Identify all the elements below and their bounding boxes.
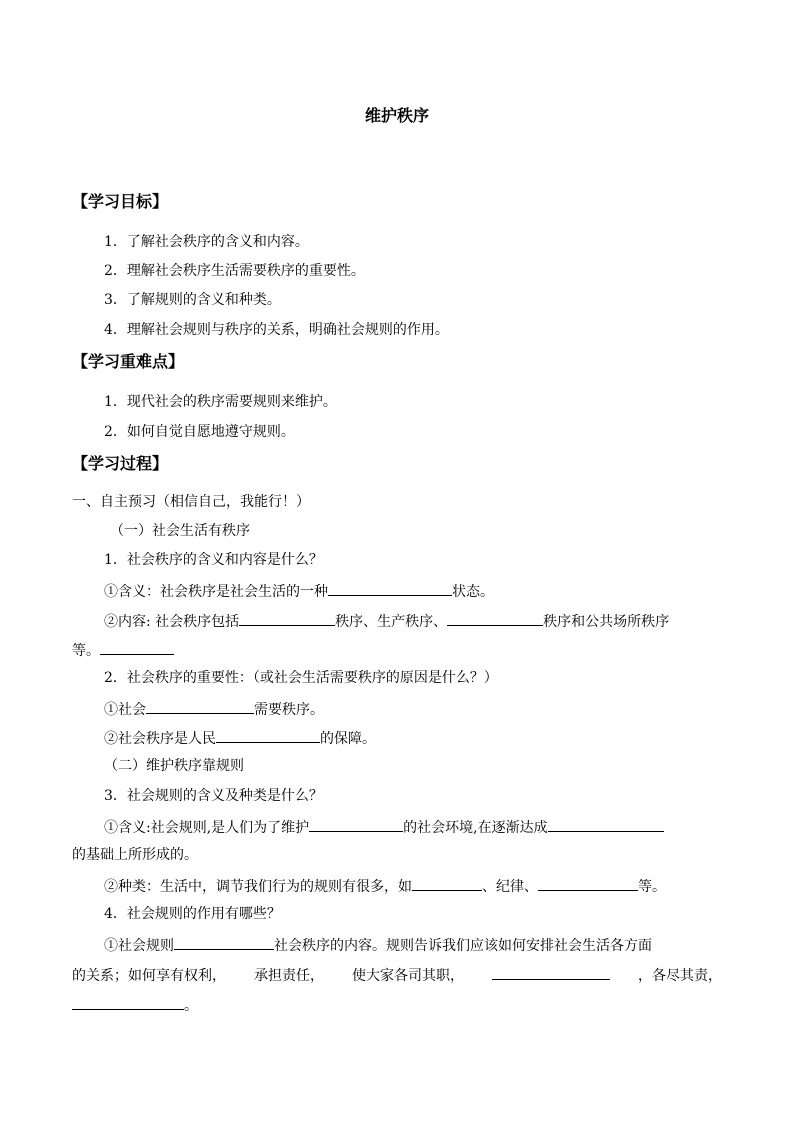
answer-text: 等。 bbox=[638, 879, 666, 895]
section-heading-goals: 【学习目标】 bbox=[72, 192, 169, 211]
answer-text: 的关系；如何享有权利， bbox=[72, 968, 226, 984]
fill-blank[interactable] bbox=[239, 610, 335, 626]
answer-text: ①社会 bbox=[104, 702, 146, 718]
goal-item: 4．理解社会规则与秩序的关系，明确社会规则的作用。 bbox=[104, 322, 449, 338]
answer-text: 。 bbox=[184, 998, 198, 1014]
goal-item: 1．了解社会秩序的含义和内容。 bbox=[104, 234, 309, 250]
sub-heading: （二）维护秩序靠规则 bbox=[104, 758, 244, 774]
goal-item: 3．了解规则的含义和种类。 bbox=[104, 292, 281, 308]
answer-line bbox=[104, 816, 664, 838]
fill-blank[interactable] bbox=[492, 964, 610, 980]
answer-text: ②种类：生活中，调节我们行为的规则有很多，如 bbox=[104, 879, 412, 895]
answer-line bbox=[104, 934, 652, 956]
section-heading-process: 【学习过程】 bbox=[72, 454, 169, 473]
answer-line bbox=[104, 875, 666, 897]
fill-blank[interactable] bbox=[412, 875, 482, 891]
key-point-item: 2．如何自觉自愿地遵守规则。 bbox=[104, 424, 295, 440]
fill-blank[interactable] bbox=[447, 610, 543, 626]
question: 2．社会秩序的重要性：（或社会生活需要秩序的原因是什么？） bbox=[104, 670, 498, 686]
question: 4．社会规则的作用有哪些？ bbox=[104, 906, 281, 922]
answer-line: 的基础上所形成的。 bbox=[72, 847, 198, 863]
answer-line bbox=[104, 698, 324, 720]
sub-heading: （一）社会生活有秩序 bbox=[110, 523, 250, 539]
answer-text: ①社会规则 bbox=[104, 938, 174, 954]
answer-text: 使大家各司其职， bbox=[352, 968, 464, 984]
answer-text: 的社会环境,在逐渐达成 bbox=[403, 820, 548, 836]
answer-text: 状态。 bbox=[452, 584, 494, 600]
answer-line bbox=[72, 639, 174, 661]
answer-text: 需要秩序。 bbox=[254, 702, 324, 718]
page-title: 维护秩序 bbox=[364, 106, 429, 125]
goal-item: 2．理解社会秩序生活需要秩序的重要性。 bbox=[104, 263, 365, 279]
question: 3．社会规则的含义及种类是什么？ bbox=[104, 788, 323, 804]
answer-text: 社会秩序的内容。规则告诉我们应该如何安排社会生活各方面 bbox=[274, 938, 652, 954]
fill-blank[interactable] bbox=[309, 816, 403, 832]
answer-line bbox=[72, 994, 198, 1016]
answer-text: ②内容: 社会秩序包括 bbox=[104, 614, 240, 630]
answer-text: 等。 bbox=[72, 643, 100, 659]
fill-blank[interactable] bbox=[548, 816, 664, 832]
answer-text: ②社会秩序是人民 bbox=[104, 731, 216, 747]
answer-text: 承担责任， bbox=[254, 968, 324, 984]
answer-text: ，各尽其责， bbox=[638, 968, 722, 984]
fill-blank[interactable] bbox=[174, 934, 274, 950]
fill-blank[interactable] bbox=[216, 727, 320, 743]
key-point-item: 1．现代社会的秩序需要规则来维护。 bbox=[104, 394, 337, 410]
fill-blank[interactable] bbox=[538, 875, 638, 891]
fill-blank[interactable] bbox=[100, 639, 174, 655]
part-heading: 一、自主预习（相信自己，我能行！） bbox=[72, 494, 310, 510]
answer-line bbox=[104, 580, 494, 602]
answer-text: 秩序、生产秩序、 bbox=[335, 614, 448, 630]
answer-line bbox=[104, 727, 376, 749]
answer-line bbox=[72, 964, 722, 986]
answer-text: 、纪律、 bbox=[482, 879, 538, 895]
answer-text: 秩序和公共场所秩序 bbox=[543, 614, 670, 630]
section-heading-key-points: 【学习重难点】 bbox=[72, 352, 185, 371]
answer-text: 的保障。 bbox=[320, 731, 376, 747]
answer-text: ①含义：社会秩序是社会生活的一种 bbox=[104, 584, 328, 600]
answer-text: ①含义:社会规则,是人们为了维护 bbox=[104, 820, 310, 836]
question: 1．社会秩序的含义和内容是什么？ bbox=[104, 552, 323, 568]
fill-blank[interactable] bbox=[146, 698, 254, 714]
fill-blank[interactable] bbox=[328, 580, 452, 596]
fill-blank[interactable] bbox=[72, 994, 184, 1010]
answer-line bbox=[104, 610, 669, 632]
